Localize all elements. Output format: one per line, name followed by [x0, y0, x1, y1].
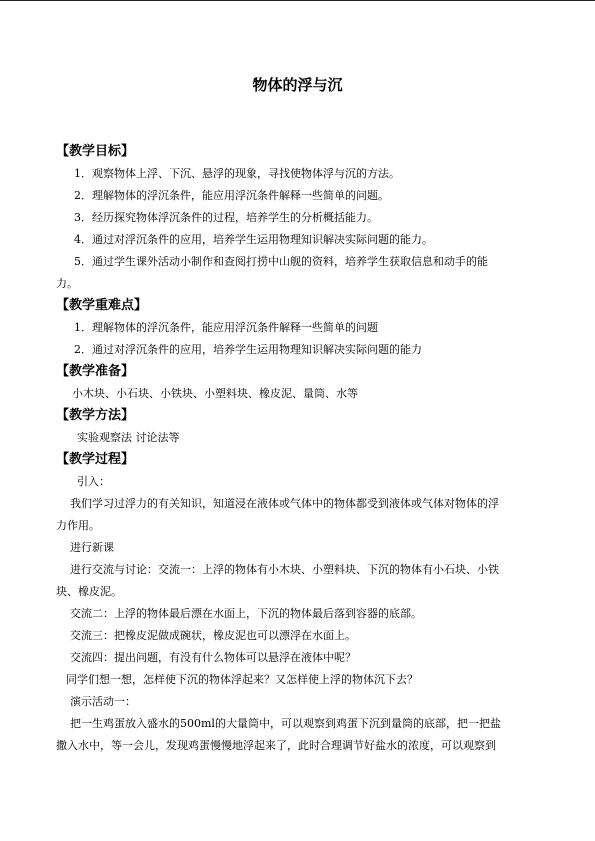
process-line-demo-text-continued: 撒入水中，等一会儿，发现鸡蛋慢慢地浮起来了，此时合理调节好盐水的浓度，可以观察到 — [56, 739, 496, 752]
process-line-intro-label: 引入： — [77, 475, 110, 488]
section-heading-goals: 【教学目标】 — [56, 144, 135, 159]
goal-item-5: 5．通过学生课外活动小制作和查阅打捞中山舰的资料，培养学生获取信息和动手的能 — [74, 255, 488, 268]
process-line-discussion-3: 交流三：把橡皮泥做成碗状，橡皮泥也可以漂浮在水面上。 — [70, 629, 356, 642]
process-line-new-lesson: 进行新课 — [70, 541, 114, 554]
goal-item-5-continued: 力。 — [56, 277, 78, 290]
page-title: 物体的浮与沉 — [252, 76, 343, 94]
process-line-discussion-2: 交流二：上浮的物体最后漂在水面上，下沉的物体最后落到容器的底部。 — [70, 607, 422, 620]
process-line-discussion-4: 交流四：提出问题，有没有什么物体可以悬浮在液体中呢？ — [70, 651, 356, 664]
document-body — [56, 141, 539, 757]
section-heading-methods: 【教学方法】 — [56, 408, 135, 423]
methods-text: 实验观察法 讨论法等 — [77, 431, 180, 444]
process-line-demo-label: 演示活动一： — [70, 695, 136, 708]
process-line-question: 同学们想一想，怎样使下沉的物体浮起来？又怎样使上浮的物体沉下去？ — [66, 673, 418, 686]
key-point-item-1: 1．理解物体的浮沉条件，能应用浮沉条件解释一些简单的问题 — [74, 321, 378, 334]
goal-item-3: 3．经历探究物体浮沉条件的过程，培养学生的分析概括能力。 — [74, 211, 378, 224]
section-heading-preparation: 【教学准备】 — [56, 364, 135, 379]
top-border-line — [0, 0, 595, 1]
key-point-item-2: 2．通过对浮沉条件的应用，培养学生运用物理知识解决实际问题的能力 — [74, 343, 422, 356]
preparation-text: 小木块、小石块、小铁块、小塑料块、橡皮泥、量筒、水等 — [72, 387, 358, 400]
section-heading-process: 【教学过程】 — [56, 452, 135, 467]
process-line-intro-text-continued: 力作用。 — [56, 519, 100, 532]
process-line-discussion-1-continued: 块、橡皮泥。 — [56, 585, 122, 598]
process-line-intro-text: 我们学习过浮力的有关知识，知道浸在液体或气体中的物体都受到液体或气体对物体的浮 — [70, 497, 499, 510]
process-line-discussion-1: 进行交流与讨论：交流一：上浮的物体有小木块、小塑料块、下沉的物体有小石块、小铁 — [70, 563, 499, 576]
process-line-demo-text: 把一生鸡蛋放入盛水的500ml的大量筒中，可以观察到鸡蛋下沉到量筒的底部，把一把盐 — [70, 717, 501, 730]
goal-item-1: 1．观察物体上浮、下沉、悬浮的现象，寻找使物体浮与沉的方法。 — [74, 167, 400, 180]
goal-item-2: 2．理解物体的浮沉条件，能应用浮沉条件解释一些简单的问题。 — [74, 189, 389, 202]
goal-item-4: 4．通过对浮沉条件的应用，培养学生运用物理知识解决实际问题的能力。 — [74, 233, 433, 246]
section-heading-key-points: 【教学重难点】 — [56, 298, 148, 313]
